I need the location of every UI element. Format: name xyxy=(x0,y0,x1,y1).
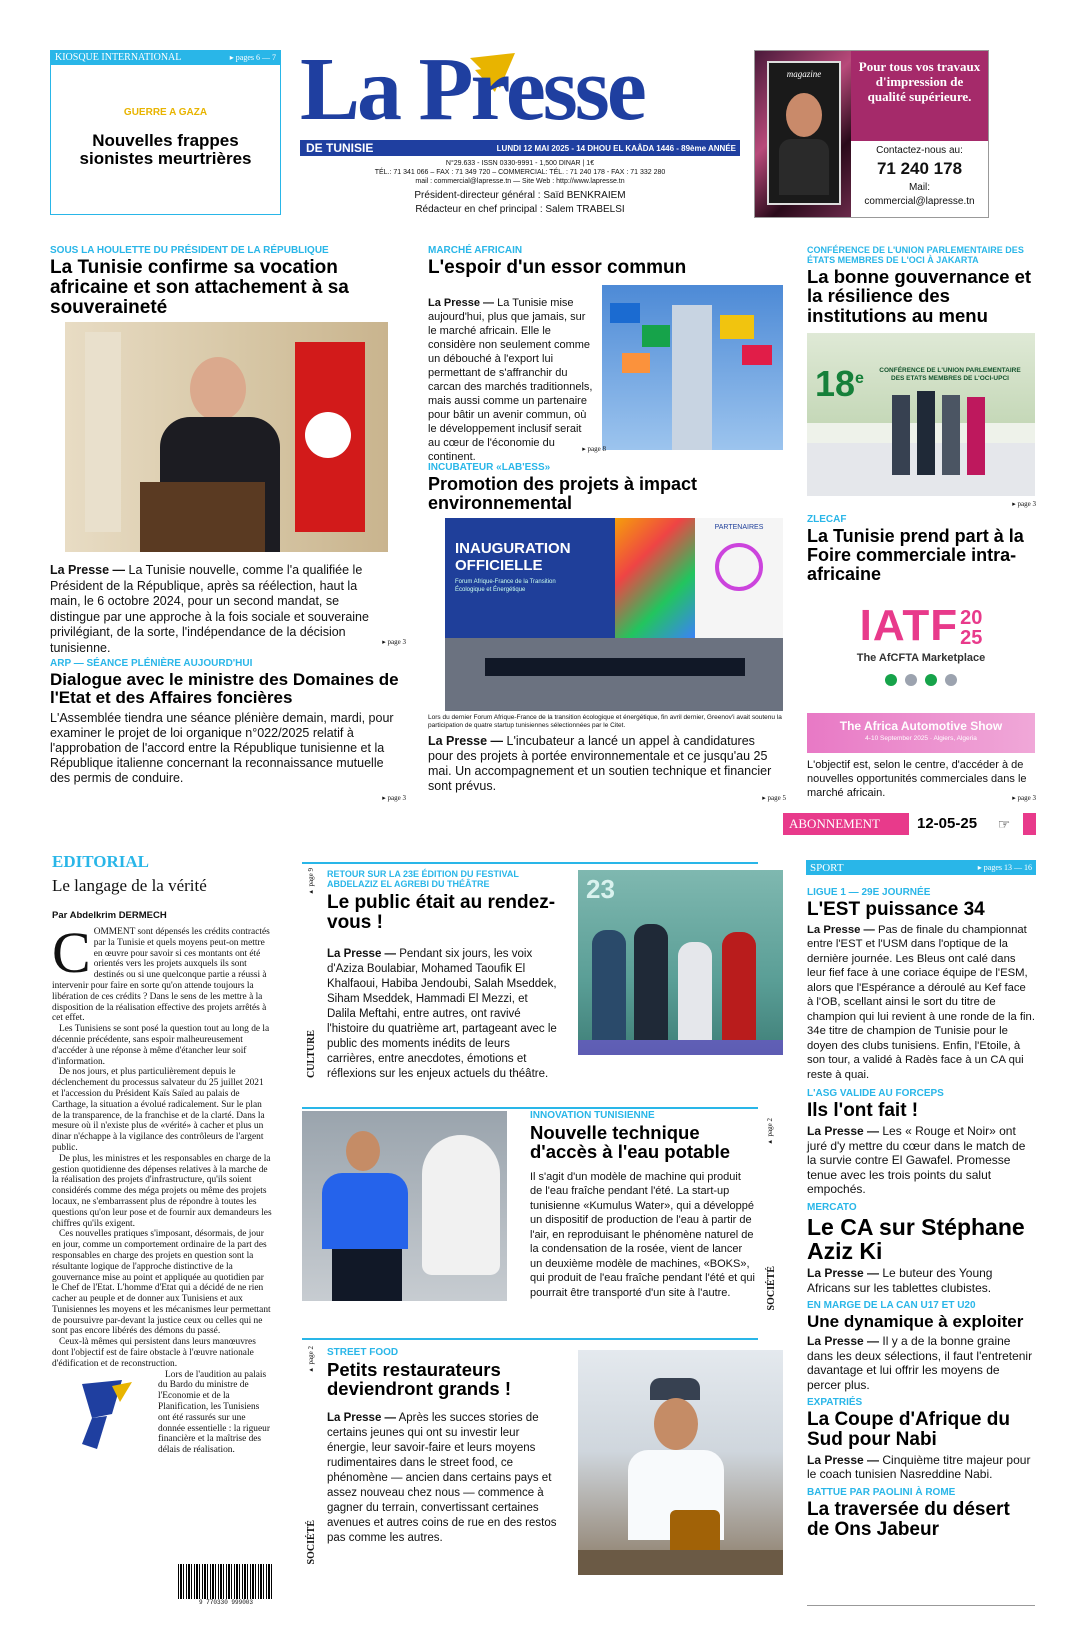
article-incubateur[interactable] xyxy=(428,462,773,513)
masthead-mail: mail : commercial@lapresse.tn — Site Web : http://www.lapresse.tn xyxy=(415,178,625,185)
iatf-logo xyxy=(807,601,1035,704)
iatf-year-bottom: 25 xyxy=(960,627,983,649)
article-kicker: MERCATO xyxy=(807,1201,857,1213)
page-ref[interactable]: ▸ page 5 xyxy=(762,794,786,802)
automotive-banner xyxy=(807,713,1035,753)
barcode-number: 9 770330 999003 xyxy=(178,1599,274,1606)
ad-mail[interactable]: commercial@lapresse.tn xyxy=(864,196,975,207)
ad-mail-label: Mail: xyxy=(908,182,931,193)
article-text xyxy=(327,947,557,1082)
ad-headline: Pour tous vos travaux d'impression de qualité supérieure. xyxy=(858,59,981,104)
article-kicker: ARP — SÉANCE PLÉNIÈRE AUJOURD'HUI xyxy=(50,658,253,669)
article-lead: La Presse — xyxy=(428,734,504,748)
sport-article[interactable] xyxy=(807,1202,1035,1295)
page-ref[interactable]: ▸ page 3 xyxy=(382,638,406,646)
article-kicker: EXPATRIÉS xyxy=(807,1397,863,1408)
article-headline[interactable]: La bonne gouvernance et la résilience des institutions au menu xyxy=(807,266,1032,326)
masthead-issn: N°29.633 - ISSN 0330-9991 - 1,500 DINAR | 1€ xyxy=(445,160,595,167)
page-ref[interactable]: ▸ page 3 xyxy=(1012,500,1036,508)
article-kicker: RETOUR SUR LA 23E ÉDITION DU FESTIVAL ABDELAZIZ EL AGREBI DU THÉÂTRE xyxy=(327,869,519,889)
article-kicker: STREET FOOD xyxy=(327,1347,399,1358)
masthead-date: LUNDI 12 MAI 2025 - 14 DHOU EL KAÂDA 1446 - 89ème ANNÉE xyxy=(496,143,736,153)
article-headline[interactable]: Ils l'ont fait ! xyxy=(807,1100,919,1122)
article-body: La Tunisie mise aujourd'hui, plus que jamais, sur le marché africain. Elle le considère non seulement comme un débouché à l'export lui permettant de s'affranchir du carcan des marchés traditionnels, mais aussi comme un partenaire pour bâtir un avenir commun, où le développement inclusif serait au cœur de l'économie du continent. xyxy=(428,297,593,463)
article-body: La Tunisie nouvelle, comme l'a qualifiée le Président de la République, après sa réélection, haut la main, le 6 octobre 2024, pour un second mandat, se distingue par une approche à la fois sociale et souveraine privilégiant, de la sorte, l'indépendance de la décision tunisienne. xyxy=(50,563,369,655)
section-page-societe1[interactable]: ▸ page 2 xyxy=(766,1118,774,1147)
masthead xyxy=(300,40,740,218)
article-text: La Presse — Pas de finale du championnat entre l'EST et l'USM dans l'optique de la dernière journée. Les Bleus ont calé dans leur fief face à une coriace équipe de l'ESM, alors que l'Espérance a déroulé au Kef face à l'OB, scellant ainsi le sort du titre de champion qui lui revient à une ronde de la fin. 34e titre de champion de Tunisie pour le doyen des clubs tunisiens. Enfin, l'Etoile, à son tour, a validé à Radès face à un CA qui reste à quai. xyxy=(807,923,1035,1081)
article-body: Après les succes stories de certains jeunes qui ont su investir leur énergie, leur savoir-faire et leurs moyens rudimentaires dans le street food, ce phénomène — ancien dans certains pays et assez nouveau chez nous — commence à gagner du terrain, convertissant certaines avenues et autres coins de rue en des restos pas comme les autres. xyxy=(327,1411,557,1544)
sport-column xyxy=(807,887,1035,1540)
iatf-subtitle: The AfCFTA Marketplace xyxy=(856,652,986,664)
banner-title-1: INAUGURATION xyxy=(455,540,571,557)
editorial-dropcap: C xyxy=(52,920,91,985)
article-kicker: INCUBATEUR «LAB'ESS» xyxy=(428,462,551,473)
article-marche[interactable] xyxy=(428,245,773,278)
kiosque-kicker: GUERRE A GAZA xyxy=(123,107,208,118)
article-headline[interactable]: Une dynamique à exploiter xyxy=(807,1312,1024,1332)
inauguration-photo xyxy=(445,518,783,711)
kiosque-box[interactable] xyxy=(50,50,281,215)
article-headline[interactable]: Petits restaurateurs deviendront grands ! xyxy=(327,1359,511,1400)
auto-subtitle: 4-10 September 2025 · Algiers, Algeria xyxy=(865,735,977,742)
article-headline[interactable]: Le public était au rendez-vous ! xyxy=(327,892,556,933)
sport-article[interactable] xyxy=(807,1397,1035,1482)
article-text: La Presse — Cinquième titre majeur pour le coach tunisien Nasreddine Nabi. xyxy=(807,1452,1031,1482)
article-lead: La Presse — xyxy=(50,563,126,577)
ad-box[interactable] xyxy=(754,50,989,218)
masthead-pdg: Président-directeur général : Saïd BENKRAIEM xyxy=(414,190,626,201)
banner-title-2: OFFICIELLE xyxy=(455,557,543,574)
article-body: L'objectif est, selon le centre, d'accéder à de nouvelles opportunités commerciales dans le marché africain. xyxy=(807,759,1027,799)
article-kicker: LIGUE 1 — 29E JOURNÉE xyxy=(807,887,931,898)
article-headline[interactable]: La Coupe d'Afrique du Sud pour Nabi xyxy=(807,1409,1010,1450)
article-text xyxy=(327,1411,557,1546)
article-lead: La Presse — xyxy=(327,1411,397,1424)
article-lead: La Presse — xyxy=(327,947,397,960)
sport-article[interactable] xyxy=(807,887,1035,1082)
article-headline[interactable]: L'espoir d'un essor commun xyxy=(428,257,687,278)
article-upci[interactable] xyxy=(807,245,1035,325)
article-kicker: EN MARGE DE LA CAN U17 ET U20 xyxy=(807,1300,976,1312)
article-kicker: INNOVATION TUNISIENNE xyxy=(530,1110,655,1121)
hand-icon: ☞ xyxy=(985,813,1023,835)
logo-text: La Presse xyxy=(300,40,644,139)
article-kicker: CONFÉRENCE DE L'UNION PARLEMENTAIRE DES ÉTATS MEMBRES DE L'OCI À JAKARTA xyxy=(807,245,1024,265)
masthead-redac: Rédacteur en chef principal : Salem TRABELSI xyxy=(415,204,625,215)
article-president[interactable] xyxy=(50,245,390,318)
editorial-body: C OMMENT sont dépensés les crédits contractés par la Tunisie et quels moyens peut-on mettre en œuvre pour savoir si ces montants ont été orientés vers les projets auxquels ils sont destinés ou si une quelconque partie a réussi à intervenir pour faire en sorte qu'on attende toujours la libération de ces crédits ? Dans le sens de les mettre à la disposition de la réalisation effective des projets arrêtés à cet effet. Les Tunisiens se sont posé la question tout au long de la décennie précédente, sans espoir malheureusement d'accéder à une réponse à même d'étancher leur soif d'information. De nos jours, et plus particulièrement depuis le déclenchement du processus salvateur du 25 juillet 2021 et l'accession du Président Kaïs Saïed au palais de Carthage, la situation a évolué radicalement. Sur le plan de la transparence, de la franchise et de la clarté. Dans la mesure où il n'existe plus de «vérité» à cacher et plus un dinar n'échappe à la vigilance des contrôleurs de l'argent public. De plus, les ministres et les responsables en charge de la gestion quotidienne des dépenses relatives à la marche de la réalisation des projets d'infrastructure, qu'ils soient considérés comme des méga projets ou même des projets locaux, ne s'embarrassent plus de répondre à toutes les questions qu'on leur pose et de fournir aux demandeurs les chiffres qu'ils exigent. Ces nouvelles pratiques s'imposant, désormais, de jour en jour, comme un comportement ordinaire de la part des responsables en charge des projets en question sont la résultante logique de l'approche distinctive de la gouvernance mise au point et appliquée au quotidien par le Chef de l'Etat. L'homme d'Etat qui a décidé de ne rien cacher au peuple et de donner aux Tunisiens et aux Tunisiennes les moyens et les mécanismes leur permettant de poursuivre par-devant la justice ceux ou celles qui ne sont pas encore libérés des démons du passé. Ceux-là mêmes qui persistent dans leurs manœuvres dont l'objectif est de faire obstacle à l'œuvre nationale d'édification et de reconstruction. Lors de l'audition au palais du Bardo du ministre de l'Economie et de la Planification, les Tunisiens ont été rassurés sur une donnée essentielle : la rigueur financière et la maîtrise des délais de réalisation. xyxy=(52,920,272,1456)
sport-label: SPORT xyxy=(810,861,844,874)
article-body: Pendant six jours, les voix d'Aziza Boulabiar, Mohamed Taoufik El Khalfaoui, Habiba Jendoubi, Salah Mseddek, Siham Mseddek, Hammadi El Mezzi, et Dalila Meftahi, entre autres, ont ravivé l'histoire du quatrième art, partageant avec le public des moments inédits de leurs carrières, entre anecdotes, émotions et réflexions sur les enjeux actuels du théâtre. xyxy=(327,947,557,1080)
article-headline[interactable]: Nouvelle technique d'accès à l'eau potable xyxy=(530,1122,731,1163)
logo xyxy=(300,40,740,140)
article-text: La Presse — Les « Rouge et Noir» ont juré d'y mettre du cœur dans le match de la survie contre El Gawafel. Promesse tenue avec les trois points du salut empochés. xyxy=(807,1124,1026,1197)
article-body: L'incubateur a lancé un appel à candidatures pour des projets à portée environnementale et ce jusqu'au 25 mai. Un accompagnement et un soutien technique et financier sont prévus. xyxy=(428,734,772,793)
partners-label: PARTENAIRES xyxy=(714,524,764,531)
article-kicker: MARCHÉ AFRICAIN xyxy=(428,245,523,256)
president-photo xyxy=(65,322,388,552)
section-label-societe2: SOCIÉTÉ xyxy=(306,1520,317,1565)
iatf-year-top: 20 xyxy=(960,607,983,629)
festival-photo xyxy=(578,870,783,1055)
photo-caption: Lors du dernier Forum Afrique-France de la transition écologique et énergétique, fin avril dernier, Greenov'i avait soutenu la participation de quatre startup tunisiennes sélectionnées par le Citet. xyxy=(428,714,782,729)
article-headline[interactable]: La traversée du désert de Ons Jabeur xyxy=(807,1498,1010,1540)
editorial-title: Le langage de la vérité xyxy=(52,876,207,895)
sport-article[interactable] xyxy=(807,1088,1035,1196)
article-headline[interactable]: La Tunisie confirme sa vocation africaine et son attachement à sa souveraineté xyxy=(50,257,349,318)
article-kicker: SOUS LA HOULETTE DU PRÉSIDENT DE LA RÉPUBLIQUE xyxy=(50,245,329,256)
article-text xyxy=(428,734,783,794)
abonnement-code: 12-05-25 xyxy=(909,813,985,835)
ad-magazine-title: magazine xyxy=(786,69,822,79)
article-body: Il s'agit d'un modèle de machine qui produit de l'eau fraîche pendant l'été. La start-up tunisienne «Kumulus Water», qui a développé un dispositif de production de l'eau à partir de l'air, en reproduisant le phénomène naturel de la condensation de la rosée, vient de lancer un deuxième modèle de machines, «BOKS», qui produit de l'eau fraîche pendant l'été et qui pourrait être transporté d'un site à l'autre. xyxy=(530,1170,755,1299)
article-zlecaf[interactable] xyxy=(807,514,1035,584)
sport-pages: ▸ pages 13 — 16 xyxy=(977,863,1032,872)
article-headline[interactable]: Le CA sur Stéphane Aziz Ki xyxy=(807,1213,1025,1265)
sport-bar[interactable] xyxy=(806,860,1036,875)
abonnement-label: ABONNEMENT xyxy=(789,816,880,831)
flags-photo xyxy=(602,285,783,450)
kiosque-headline[interactable]: Nouvelles frappes sionistes meurtrières xyxy=(79,131,252,168)
ad-contact: Contactez-nous au: xyxy=(876,145,963,156)
page-ref[interactable]: ▸ page 8 xyxy=(582,445,606,453)
article-text: La Presse — Le buteur des Young Africans sur les tablettes clubistes. xyxy=(807,1266,993,1295)
abonnement-bar[interactable] xyxy=(783,813,1036,835)
conference-number: 18e xyxy=(815,363,864,404)
conference-text: CONFÉRENCE DE L'UNION PARLEMENTAIRE DES ETATS MEMBRES DE L'OCI-UPCI xyxy=(879,367,1021,382)
article-text xyxy=(428,296,596,464)
sport-bottom-rule xyxy=(807,1605,1035,1606)
article-lead: La Presse — xyxy=(428,297,495,309)
ad-magazine-photo xyxy=(755,51,851,217)
section-page-societe2[interactable]: ▸ page 2 xyxy=(307,1346,315,1375)
sport-article[interactable] xyxy=(807,1487,1035,1540)
page-ref[interactable]: ▸ page 3 xyxy=(1012,794,1036,802)
conference-photo xyxy=(807,333,1035,496)
ad-phone[interactable]: 71 240 178 xyxy=(876,159,963,178)
festival-number: 23 xyxy=(586,874,615,904)
sport-article[interactable] xyxy=(807,1300,1035,1392)
article-headline[interactable]: Dialogue avec le ministre des Domaines de l'Etat et des Affaires foncières xyxy=(50,670,399,707)
barcode xyxy=(178,1564,274,1604)
article-arp[interactable] xyxy=(50,658,405,786)
chef-photo xyxy=(578,1350,783,1575)
kiosque-label: KIOSQUE INTERNATIONAL xyxy=(55,52,182,63)
section-page-culture[interactable]: ▸ page 9 xyxy=(307,868,315,897)
article-eau[interactable] xyxy=(530,1110,755,1300)
editorial-label: EDITORIAL xyxy=(52,852,149,871)
section-label-culture: CULTURE xyxy=(306,1030,317,1078)
kiosque-pages: ▸ pages 6 — 7 xyxy=(229,53,276,62)
iatf-text: IATF xyxy=(859,601,959,650)
masthead-tel: TÉL.: 71 341 066 – FAX : 71 349 720 – COMMERCIAL: TÉL. : 71 240 178 - FAX : 71 332 280 xyxy=(374,169,666,176)
article-kicker: ZLECAF xyxy=(807,514,847,525)
page-ref[interactable]: ▸ page 3 xyxy=(382,794,406,802)
article-headline[interactable]: L'EST puissance 34 xyxy=(807,899,985,920)
editorial[interactable] xyxy=(52,852,272,1456)
article-streetfood[interactable] xyxy=(327,1347,557,1546)
masthead-subtitle: DE TUNISIE xyxy=(306,141,374,155)
banner-subtitle: Forum Afrique-France de la Transition Écologique et Énergétique xyxy=(455,579,556,593)
article-text: La Presse — Il y a de la bonne graine dans les deux sélections, il faut l'entretenir davantage et lui offrir les moyens de percer plus. xyxy=(807,1334,1033,1392)
section-label-societe1: SOCIÉTÉ xyxy=(766,1266,777,1311)
article-kicker: BATTUE PAR PAOLINI À ROME xyxy=(807,1486,956,1498)
article-headline[interactable]: Promotion des projets à impact environnemental xyxy=(428,474,698,513)
article-culture[interactable] xyxy=(327,869,557,1082)
editorial-author: Par Abdelkrim DERMECH xyxy=(52,910,167,921)
article-kicker: L'ASG VALIDE AU FORCEPS xyxy=(807,1088,944,1100)
auto-title: The Africa Automotive Show xyxy=(839,719,1003,733)
water-machine-photo xyxy=(302,1111,507,1301)
article-body: L'Assemblée tiendra une séance plénière demain, mardi, pour examiner le projet de loi organique n°022/2025 relatif à l'approbation de l'accord entre la République tunisienne et la République italienne concernant la reconnaissance mutuelle des permis de conduire. xyxy=(50,710,394,785)
article-headline[interactable]: La Tunisie prend part à la Foire commerciale intra-africaine xyxy=(807,526,1024,584)
editorial-logo-icon xyxy=(52,1374,152,1448)
